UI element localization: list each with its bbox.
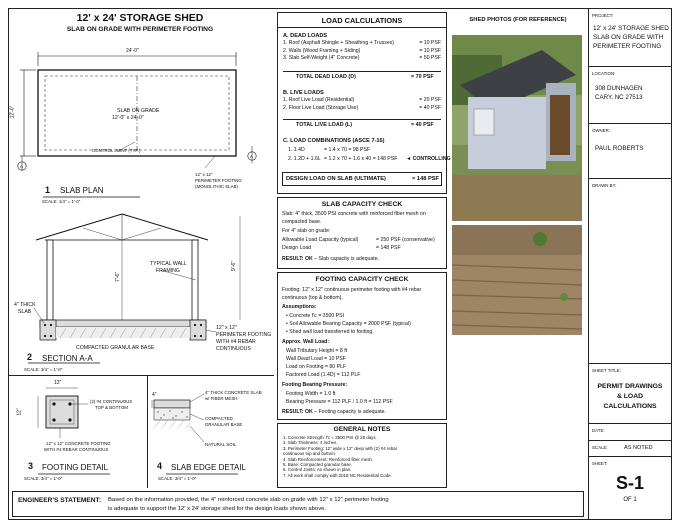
load-calcs-title: LOAD CALCULATIONS bbox=[321, 16, 403, 25]
combo-controlling: ◄ CONTROLLING bbox=[406, 156, 451, 162]
slab-capacity-result bbox=[282, 256, 379, 263]
plan-footing-label-3: (MONOLITHIC SLAB) bbox=[195, 184, 238, 189]
dead-load-row bbox=[283, 55, 441, 63]
design-load-value: = 148 PSF bbox=[412, 176, 440, 182]
dead-total-value: = 70 PSF bbox=[411, 74, 434, 80]
dead-load-value: = 50 PSF bbox=[419, 55, 441, 62]
section-title: SECTION A-A bbox=[42, 354, 93, 363]
combo-1-label: 1. 1.4D bbox=[288, 147, 305, 153]
footing-capacity-title: FOOTING CAPACITY CHECK bbox=[315, 276, 409, 283]
footing-scale: SCALE: 3/4" = 1'-0" bbox=[24, 476, 63, 481]
engineer-statement-label: ENGINEER'S STATEMENT: bbox=[18, 497, 102, 504]
slab-capacity-r2a: Design Load bbox=[282, 245, 312, 251]
live-total-rule bbox=[283, 119, 441, 120]
owner-name: PAUL ROBERTS bbox=[595, 145, 644, 152]
edge-dim: 4" bbox=[152, 392, 157, 398]
drawing-title: 12' x 24' STORAGE SHED bbox=[76, 12, 204, 24]
live-load-value: = 20 PSF bbox=[419, 97, 441, 103]
location-label: LOCATION: bbox=[592, 71, 616, 76]
plan-number: 1 bbox=[45, 185, 51, 195]
edge-label-1b: w/ FIBER MESH bbox=[205, 396, 238, 401]
tb-rule bbox=[588, 440, 672, 441]
location-line-2: CARY, NC 27513 bbox=[595, 94, 643, 101]
live-load-row bbox=[283, 97, 441, 105]
footing-rebar-1: (2) #4 CONTINUOUS bbox=[90, 399, 133, 404]
slab-capacity-r1a: Allowable Load Capacity (typical) bbox=[282, 237, 359, 243]
engineer-statement-line2: is adequate to support the 12' x 24' storage shed for the design loads shown above. bbox=[108, 506, 327, 512]
section-height-2: 9'-6" bbox=[230, 261, 237, 271]
dead-total-rule bbox=[283, 71, 441, 72]
slab-result-label: RESULT: OK bbox=[282, 256, 313, 262]
plan-footing-label-2: PERIMETER FOOTING bbox=[195, 178, 242, 183]
tb-rule bbox=[588, 123, 672, 124]
footing-assumption-2: • Soil Allowable Bearing Capacity = 2000 PSF (typical) bbox=[286, 321, 411, 327]
note-item: 3. Perimeter Footing: 12" wide x 12" deep with (2) #4 rebar bbox=[283, 445, 398, 451]
dead-load-row bbox=[283, 40, 441, 48]
tb-rule bbox=[588, 178, 672, 179]
plan-joint-label: CONTROL JOINT (TYP.) bbox=[92, 148, 141, 153]
bearing-2: Bearing Pressure = 112 PLF / 1.0 ft = 112 PSF bbox=[286, 399, 393, 405]
section-wall-label-2: FRAMING bbox=[156, 268, 180, 274]
live-loads-section bbox=[283, 89, 441, 112]
footing-title: FOOTING DETAIL bbox=[42, 463, 109, 472]
project-line-2: SLAB ON GRADE WITH bbox=[593, 34, 664, 41]
general-notes-title: GENERAL NOTES bbox=[333, 426, 391, 433]
plan-title: SLAB PLAN bbox=[60, 186, 104, 195]
divider-section bbox=[8, 375, 274, 376]
design-load-label: DESIGN LOAD ON SLAB (ULTIMATE) bbox=[286, 176, 386, 182]
tb-rule bbox=[588, 456, 672, 457]
note-item: 2. Slab Thickness: 4 inches. bbox=[283, 440, 338, 446]
note-item: continuous top and bottom. bbox=[283, 451, 336, 457]
slab-capacity-r2b: = 148 PSF bbox=[376, 245, 401, 251]
general-notes-list bbox=[283, 435, 443, 478]
sheet-title-3: CALCULATIONS bbox=[603, 403, 657, 410]
drawing-subtitle: SLAB ON GRADE WITH PERIMETER FOOTING bbox=[66, 26, 214, 33]
engineer-statement-box bbox=[12, 491, 584, 517]
plan-slab-size: 12'-0" x 24'-0" bbox=[112, 115, 144, 121]
dead-load-label: 1. Roof (Asphalt Shingle + Sheathing + Trusses) bbox=[283, 40, 395, 46]
dead-load-label: 3. Slab Self-Weight (4" Concrete) bbox=[283, 55, 360, 62]
edge-label-3: NATURAL SOIL bbox=[205, 442, 237, 447]
sheet-title-1: PERMIT DRAWINGS bbox=[597, 383, 663, 390]
slab-capacity-r1b: = 250 PSF (conservative) bbox=[376, 237, 435, 243]
live-load-value: = 40 PSF bbox=[419, 104, 441, 111]
plan-scale: SCALE: 1/4" = 1'-0" bbox=[42, 199, 81, 204]
dead-load-label: 2. Walls (Wood Framing + Siding) bbox=[283, 47, 361, 54]
date-label: DATE: bbox=[592, 428, 605, 433]
section-slab-label-2: SLAB bbox=[18, 309, 32, 315]
owner-label: OWNER: bbox=[592, 128, 611, 133]
plan-width-dim: 24'-0" bbox=[126, 48, 139, 54]
dead-loads-heading: A. DEAD LOADS bbox=[283, 33, 328, 39]
wall-load-2: Wall Dead Load = 10 PSF bbox=[286, 356, 346, 362]
engineer-statement-line1: Based on the information provided, the 4" reinforced concrete slab on grade with 12" x 12" perimeter footing bbox=[108, 497, 389, 503]
slab-capacity-title: SLAB CAPACITY CHECK bbox=[321, 201, 403, 208]
bearing-1: Footing Width = 1.0 ft bbox=[286, 391, 336, 397]
sheet-of: OF 1 bbox=[623, 497, 637, 503]
edge-label-2b: GRANULAR BASE bbox=[205, 422, 243, 427]
photos-title: SHED PHOTOS (FOR REFERENCE) bbox=[469, 17, 567, 23]
section-footing-label-1: 12" x 12" bbox=[216, 325, 237, 331]
sheet-number: S-1 bbox=[615, 473, 644, 493]
slab-capacity-p2: compacted base. bbox=[282, 219, 322, 225]
sheet-title-2: & LOAD bbox=[616, 393, 644, 400]
wall-load-3: Load on Footing = 80 PLF bbox=[286, 364, 347, 370]
edge-title: SLAB EDGE DETAIL bbox=[171, 463, 246, 472]
scale-value: AS NOTED bbox=[624, 445, 653, 451]
section-footing-label-2: PERIMETER FOOTING bbox=[216, 332, 272, 338]
section-number: 2 bbox=[27, 352, 33, 362]
edge-number: 4 bbox=[157, 461, 163, 471]
dead-load-value: = 10 PSF bbox=[419, 47, 441, 54]
section-footing-label-3: WITH #4 REBAR bbox=[216, 339, 256, 345]
project-label: PROJECT: bbox=[592, 13, 614, 18]
slab-capacity-p1: Slab: 4" thick, 3500 PSI concrete with reinforced fiber mesh on bbox=[282, 211, 426, 217]
live-load-label: 1. Roof Live Load (Residential) bbox=[283, 97, 355, 103]
footing-conc-2: WITH #4 REBAR CONTINUOUS bbox=[44, 447, 109, 452]
scale-label: SCALE: bbox=[592, 445, 608, 450]
edge-label-1a: 4" THICK CONCRETE SLAB bbox=[205, 390, 262, 395]
footing-capacity-p2: continuous (top & bottom). bbox=[282, 295, 343, 301]
combo-2-value: = 1.2 x 70 + 1.6 x 40 = 148 PSF bbox=[324, 156, 398, 162]
tb-rule bbox=[588, 66, 672, 67]
dead-loads-section bbox=[283, 32, 441, 63]
section-base-label: COMPACTED GRANULAR BASE bbox=[76, 345, 155, 351]
section-scale: SCALE: 3/4" = 1'-0" bbox=[24, 367, 63, 372]
live-total-label: TOTAL LIVE LOAD (L) bbox=[296, 122, 352, 128]
footing-conc-1: 12" x 12" CONCRETE FOOTING bbox=[46, 441, 111, 446]
note-item: 6. Control Joints: As shown in plan. bbox=[283, 467, 352, 473]
section-marker-right: A bbox=[250, 154, 253, 159]
shed-photo bbox=[452, 35, 582, 221]
dead-load-value: = 10 PSF bbox=[419, 40, 441, 46]
live-load-label: 2. Floor Live Load (Storage Use) bbox=[283, 104, 359, 111]
note-item: 1. Concrete Strength: f'c = 3500 PSI @ 28 days. bbox=[283, 435, 377, 440]
sheet-label: SHEET: bbox=[592, 461, 608, 466]
project-line-3: PERIMETER FOOTING bbox=[593, 43, 662, 50]
dead-total-label: TOTAL DEAD LOAD (D) bbox=[296, 74, 356, 80]
bearing-heading: Footing Bearing Pressure: bbox=[282, 382, 348, 388]
footing-capacity-p1: Footing: 12" x 12" continuous perimeter footing with #4 rebar bbox=[282, 287, 422, 293]
wall-load-heading: Approx. Wall Load: bbox=[282, 339, 330, 345]
footing-assumption-1: • Concrete f'c = 3500 PSI bbox=[286, 313, 345, 319]
section-marker-left: A bbox=[20, 164, 23, 169]
wall-load-4: Factored Load (1.4D) = 112 PLF bbox=[286, 372, 361, 378]
plan-footing-label-1: 12" x 12" bbox=[195, 172, 213, 177]
section-slab-label: 4" THICK bbox=[14, 302, 36, 308]
footing-result-label: RESULT: OK bbox=[282, 409, 313, 415]
live-loads-heading: B. LIVE LOADS bbox=[283, 90, 324, 96]
plan-slab-label: SLAB ON GRADE bbox=[117, 108, 160, 114]
live-load-row bbox=[283, 105, 441, 113]
slab-result-text: – Slab capacity is adequate. bbox=[312, 256, 380, 262]
wall-load-1: Wall Tributary Height = 8 ft bbox=[286, 348, 348, 354]
project-line-1: 12' x 24' STORAGE SHED bbox=[593, 25, 669, 32]
tb-rule bbox=[588, 423, 672, 424]
section-wall-label: TYPICAL WALL bbox=[150, 261, 187, 267]
footing-rebar-2: TOP & BOTTOM bbox=[95, 405, 128, 410]
sheet-title-label: SHEET TITLE: bbox=[592, 368, 621, 373]
footing-assumption-3: • Shed wall load transferred to footing. bbox=[286, 329, 374, 335]
note-item: 5. Base: Compacted granular base. bbox=[283, 462, 353, 468]
footing-capacity-result bbox=[282, 409, 386, 416]
footing-assumptions-heading: Assumptions: bbox=[282, 304, 317, 310]
edge-scale: SCALE: 3/4" = 1'-0" bbox=[158, 476, 197, 481]
footing-dim-w: 12" bbox=[54, 380, 62, 386]
drawn-by-label: DRAWN BY: bbox=[592, 183, 617, 188]
edge-label-2a: COMPACTED bbox=[205, 416, 233, 421]
location-line-1: 308 DUNHAGEN bbox=[595, 85, 643, 92]
combo-2-label: 2. 1.2D + 1.6L bbox=[288, 156, 321, 162]
slab-capacity-p3: For 4" slab on grade: bbox=[282, 228, 331, 234]
section-footing-label-4: CONTINUOUS bbox=[216, 346, 251, 352]
site-photo bbox=[452, 225, 582, 335]
footing-result-text: – Footing capacity is adequate. bbox=[312, 409, 386, 415]
load-calcs-title-rule bbox=[277, 27, 447, 28]
plan-depth-dim: 12'-0" bbox=[9, 105, 16, 119]
note-item: 4. Slab Reinforcement: Reinforced fiber mesh. bbox=[283, 456, 374, 462]
footing-dim-h: 12" bbox=[16, 408, 23, 416]
combo-heading: C. LOAD COMBINATIONS (ASCE 7-16) bbox=[283, 138, 385, 144]
section-height-1: 7'-6" bbox=[114, 272, 121, 282]
tb-rule bbox=[588, 363, 672, 364]
live-total-value: = 40 PSF bbox=[411, 122, 434, 128]
dead-load-row bbox=[283, 48, 441, 56]
footing-number: 3 bbox=[28, 461, 34, 471]
combo-1-value: = 1.4 x 70 = 98 PSF bbox=[324, 147, 371, 153]
note-item: 7. All work shall comply with 2018 NC Residential Code. bbox=[283, 472, 392, 478]
